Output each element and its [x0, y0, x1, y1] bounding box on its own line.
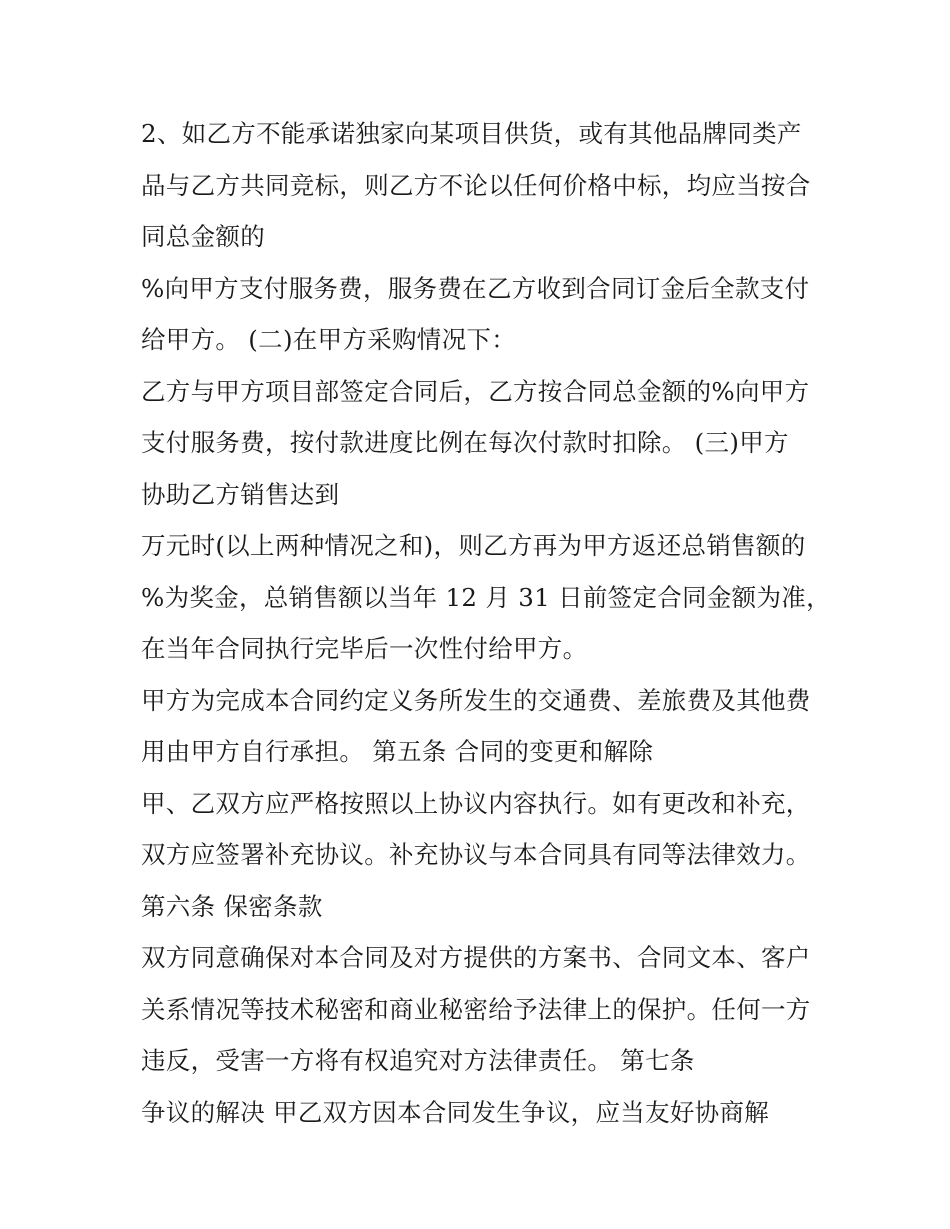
text-line: 双方同意确保对本合同及对方提供的方案书、合同文本、客户: [141, 943, 811, 972]
text-line: 协助乙方销售达到: [141, 479, 340, 509]
text-line: 2、如乙方不能承诺独家向某项目供货，或有其他品牌同类产: [141, 119, 802, 148]
text-line: 乙方与甲方项目部签定合同后，乙方按合同总金额的%向甲方: [141, 376, 810, 406]
text-line: 关系情况等技术秘密和商业秘密给予法律上的保护。任何一方: [141, 994, 811, 1024]
text-line: 品与乙方共同竞标，则乙方不论以任何价格中标，均应当按合: [141, 170, 811, 200]
text-line: 万元时(以上两种情况之和)，则乙方再为甲方返还总销售额的: [141, 531, 806, 560]
text-line: 违反，受害一方将有权追究对方法律责任。 第七条: [141, 1046, 695, 1075]
text-line: 双方应签署补充协议。补充协议与本合同具有同等法律效力。: [141, 840, 811, 869]
text-line: 争议的解决 甲乙双方因本合同发生争议，应当友好协商解: [141, 1097, 770, 1127]
text-line: 给甲方。 (二)在甲方采购情况下：: [141, 325, 517, 354]
text-line: 用由甲方自行承担。 第五条 合同的变更和解除: [141, 737, 654, 766]
text-line: 在当年合同执行完毕后一次性付给甲方。: [141, 634, 588, 663]
text-line: 甲、乙双方应严格按照以上协议内容执行。如有更改和补充，: [141, 788, 811, 818]
document-body: [141, 108, 831, 1138]
text-line: %为奖金，总销售额以当年 12 月 31 日前签定合同金额为准，: [141, 582, 831, 612]
text-line: 支付服务费，按付款进度比例在每次付款时扣除。 (三)甲方: [141, 428, 789, 457]
text-line: 甲方为完成本合同约定义务所发生的交通费、差旅费及其他费: [141, 685, 811, 715]
text-line: 同总金额的: [141, 222, 265, 251]
text-line: %向甲方支付服务费，服务费在乙方收到合同订金后全款支付: [141, 273, 810, 303]
text-line: 第六条 保密条款: [141, 891, 323, 921]
